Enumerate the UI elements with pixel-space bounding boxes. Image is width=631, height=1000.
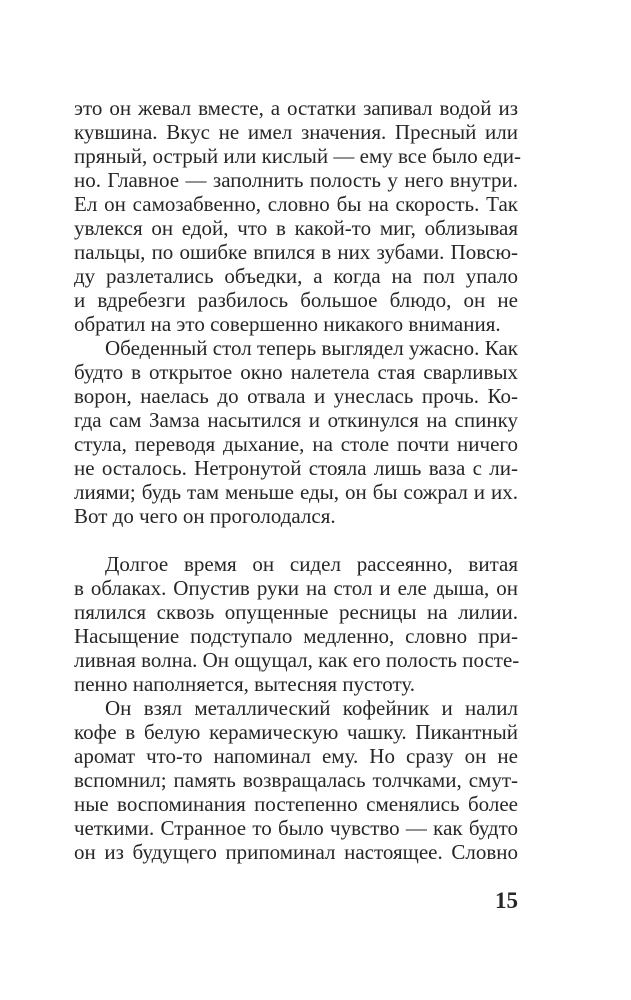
text-line: ду разлетались объедки, а когда на пол упало xyxy=(74,264,518,288)
text-line: гда сам Замза насытился и откинулся на спинку xyxy=(74,408,518,432)
text-line: вспомнил; память возвращалась толчками, смут- xyxy=(74,768,518,792)
text-line: кувшина. Вкус не имел значения. Пресный или xyxy=(74,120,518,144)
text-line: Насыщение подступало медленно, словно при- xyxy=(74,624,518,648)
text-line: ворон, наелась до отвала и унеслась прочь. Ко- xyxy=(74,384,518,408)
text-line: Обеденный стол теперь выглядел ужасно. Как xyxy=(105,336,518,360)
text-line: кофе в белую керамическую чашку. Пикантный xyxy=(74,720,518,744)
text-line: Он взял металлический кофейник и налил xyxy=(105,696,518,720)
text-line: это он жевал вместе, а остатки запивал водой из xyxy=(74,96,518,120)
text-line: четкими. Странное то было чувство — как будто xyxy=(74,816,518,840)
text-line: лиями; будь там меньше еды, он бы сожрал и их. xyxy=(74,480,518,504)
body-text xyxy=(74,96,521,864)
paragraph xyxy=(74,552,518,696)
text-line: Вот до чего он проголодался. xyxy=(74,504,336,528)
text-line: пялился сквозь опущенные ресницы на лилии. xyxy=(74,600,518,624)
text-line: пряный, острый или кислый — ему все было еди- xyxy=(74,144,521,168)
text-line: Ел он самозабвенно, словно бы на скорость. Так xyxy=(74,192,518,216)
paragraph xyxy=(74,696,518,864)
text-line: пенно наполняется, вытесняя пустоту. xyxy=(74,672,416,696)
text-line: увлекся он едой, что в какой-то миг, облизывая xyxy=(74,216,518,240)
paragraph xyxy=(74,336,518,528)
text-line: он из будущего припоминал настоящее. Словно xyxy=(74,840,518,864)
text-line: Долгое время он сидел рассеянно, витая xyxy=(105,552,518,576)
text-line: ливная волна. Он ощущал, как его полость посте- xyxy=(74,648,520,672)
text-line: и вдребезги разбилось большое блюдо, он не xyxy=(74,288,518,312)
text-line: стула, переводя дыхание, на столе почти ничего xyxy=(74,432,518,456)
text-line: ные воспоминания постепенно сменялись более xyxy=(74,792,518,816)
text-line: но. Главное — заполнить полость у него внутри. xyxy=(74,168,518,192)
text-line: не осталось. Нетронутой стояла лишь ваза с ли- xyxy=(74,456,518,480)
text-line: обратил на это совершенно никакого внимания. xyxy=(74,312,501,336)
section-break xyxy=(74,528,518,552)
text-line: будто в открытое окно налетела стая сварливых xyxy=(74,360,518,384)
page-number: 15 xyxy=(495,888,518,913)
text-line: аромат что-то напоминал ему. Но сразу он не xyxy=(74,744,518,768)
paragraph xyxy=(74,96,521,336)
text-line: пальцы, по ошибке впился в них зубами. Повсю- xyxy=(74,240,518,264)
text-line: в облаках. Опустив руки на стол и еле дыша, он xyxy=(74,576,518,600)
